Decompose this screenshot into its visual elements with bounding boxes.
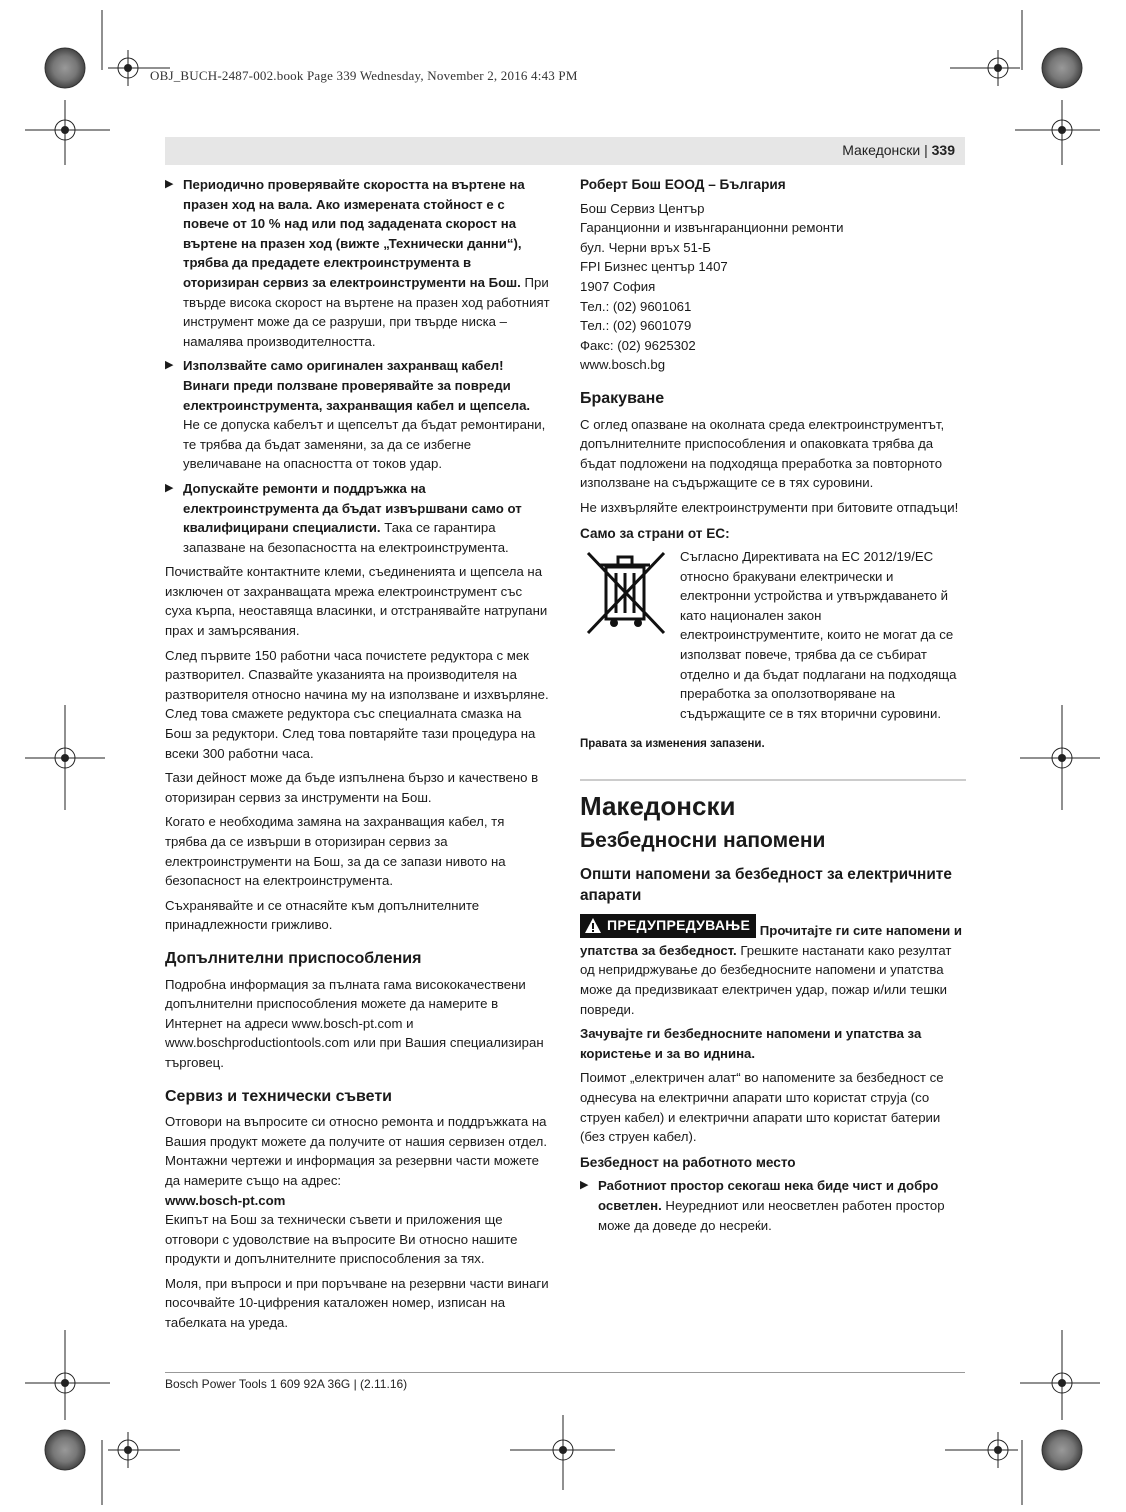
list-item (165, 356, 550, 474)
warning-label: ПРЕДУПРЕДУВАЊЕ (607, 917, 751, 934)
weee-block (580, 547, 966, 723)
paragraph: Не изхвърляйте електроинструменти при битовите отпадъци! (580, 499, 959, 515)
left-column (165, 175, 550, 1338)
paragraph: Почиствайте контактните клеми, съединенията и щепсела на изключен от захранващата мрежа електроинструмент със суха кърпа, неоставяща власинки, и отстранявайте натрупани прах и замърсявания. (165, 564, 548, 639)
bullet-icon: ▶ (165, 359, 174, 372)
section-divider (580, 779, 966, 781)
address-line: Тел.: (02) 9601079 (580, 318, 692, 334)
bullet-text: Неуредниот или неосветлен работен простор може да доведе до несреќи. (598, 1197, 945, 1233)
footer-text: Bosch Power Tools 1 609 92A 36G | (2.11.16) (165, 1377, 408, 1391)
warning-triangle-icon (584, 917, 602, 935)
crossed-bin-icon (580, 547, 672, 643)
page-header (165, 137, 965, 165)
paragraph: С оглед опазване на околната среда електроинструментът, допълнителните приспособления и опаковката трябва да бъдат подложени на подходяща преработка за повторното използване на съдържащите се в тях суровини. (580, 416, 945, 491)
paragraph: След първите 150 работни часа почистете редуктора с мек разтворител. Спазвайте указанията на производителя на разтворителя относно начина му на използване и изхвърляне. След това смажете редуктора със специалната смазка на Бош за редуктори. След това повтаряйте тази процедура на всеки 300 работни часа. (165, 647, 549, 761)
address-line: Бош Сервиз Център (580, 200, 705, 216)
bullet-bold: Работниот простор секогаш нека биде чист и добро осветлен. (598, 1178, 939, 1213)
address-line: Тел.: (02) 9601061 (580, 298, 692, 314)
heading-eu: Само за страни от ЕС: (580, 525, 730, 541)
heading-accessories: Допълнителни приспособления (165, 949, 422, 967)
rights-note: Правата за изменения запазени. (580, 738, 765, 751)
page-number: 339 (931, 142, 955, 158)
heading-safety: Безбедносни напомени (580, 828, 826, 852)
heading-macedonian: Македонски (580, 791, 736, 822)
paragraph: Подробна информация за пълната гама висококачествени допълнителни приспособления можете да намерите в Интернет на адреси www.bosch-pt.com и www.boschproductiontools.com или при Вашия специализиран търговец. (165, 976, 544, 1070)
bullet-text: Не се допуска кабелът и щепселът да бъдат ремонтирани, те трябва да бъдат заменяни, за да се избегне увеличаване на опасността от токов удар. (183, 417, 546, 472)
heading-general-safety: Општи напомени за безбедност за електричните апарати (580, 866, 952, 905)
paragraph: Моля, при въпроси и при поръчване на резервни части винаги посочвайте 10-цифрения каталожен номер, изписан на табелката на уреда. (165, 1275, 549, 1331)
company-name: Роберт Бош ЕООД – България (580, 177, 786, 192)
bullet-icon: ▶ (165, 178, 174, 190)
keep-instructions: Зачувајте ги безбедносните напомени и упатства за користење и за во иднина. (580, 1026, 922, 1061)
bullet-bold: Периодично проверявайте скоростта на въртене на празен ход на вала. Ако измерената стойност е с повече от 10 % над или под зададената скорост на въртене на празен ход (вижте „Технически данни“), трябва да предадете електроинструмента в оторизиран сервиз за електроинструменти на Бош. (183, 177, 525, 290)
list-item (165, 479, 550, 557)
address-block (580, 199, 966, 375)
paragraph: Когато е необходима замяна на захранващия кабел, тя трябва да се извърши в оторизиран сервиз за електроинструменти на Бош, за да се запази нивото на безопасност на електроинструмента. (165, 814, 506, 889)
address-line: Факс: (02) 9625302 (580, 337, 696, 353)
address-line: FPI Бизнес център 1407 (580, 259, 728, 275)
paragraph: Отговори на въпросите си относно ремонта и поддръжката на Вашия продукт можете да получите от нашия сервизен отдел. Монтажни чертежи и информация за резервни части можете да намерите също на адрес: (165, 1114, 547, 1188)
bullet-bold: Използвайте само оригинален захранващ кабел! Винаги преди ползване проверявайте за повреди електроинструмента, захранващия кабел и щепсела. (183, 358, 531, 413)
warning-paragraph (580, 914, 966, 1019)
paragraph: Екипът на Бош за технически съвети и приложения ще отговори с удоволствие на въпросите Ви относно нашите продукти и допълнителните приспособления за тях. (165, 1212, 518, 1267)
address-line: Гаранционни и извънгаранционни ремонти (580, 220, 844, 236)
paragraph: Съхранявайте и се отнасяйте към допълнителните принадлежности грижливо. (165, 897, 480, 933)
bullet-bold: Допускайте ремонти и поддръжка на електроинструмента да бъдат извършвани само от квалифицирани специалисти. (183, 480, 522, 536)
right-column (580, 175, 966, 1240)
list-item (165, 175, 550, 351)
address-line: бул. Черни връх 51-Б (580, 239, 711, 255)
heading-disposal: Бракуване (580, 389, 665, 407)
list-item (580, 1176, 966, 1235)
header-label: Македонски | 339 (842, 142, 955, 158)
print-slug: OBJ_BUCH-2487-002.book Page 339 Wednesday, November 2, 2016 4:43 PM (150, 68, 578, 83)
bullet-icon: ▶ (165, 481, 174, 494)
warning-bold: Прочитајте ги сите напомени и упатства за безбедност. (580, 923, 962, 958)
warning-badge (580, 914, 756, 938)
address-line: 1907 София (580, 278, 656, 294)
paragraph: Тази дейност може да бъде изпълнена бързо и качествено в оторизиран сервиз за инструменти на Бош. (165, 770, 539, 805)
bullet-text: Така се гарантира запазване на безопасността на електроинструмента. (183, 520, 509, 555)
service-url: www.bosch-pt.com (165, 1192, 286, 1208)
header-language: Македонски (842, 142, 921, 158)
warning-text: Грешките настанати како резултат од непридржување до безбедносните напомени и упатства може да предизвикаат електричен удар, пожар и/или тешки повреди. (580, 942, 952, 1017)
bullet-icon: ▶ (580, 1179, 589, 1192)
footer-divider (165, 1372, 965, 1373)
paragraph: Съгласно Директивата на ЕС 2012/19/ЕС относно бракувани електрически и електронни устройства и утвърждаването й като национален закон електроинструментите, които не могат да се използват повече, трябва да се събират отделно и да бъдат подлагани на подходяща преработка за оползотворяване на съдържащите се в тях вторични суровини. (680, 549, 957, 721)
bullet-text: При твърде висока скорост на въртене на празен ход работният инструмент може да се разруши, при твърде ниска – намалява производителността. (183, 274, 550, 349)
address-line: www.bosch.bg (580, 357, 666, 373)
heading-service: Сервиз и технически съвети (165, 1087, 392, 1105)
paragraph: Поимот „електричен алат“ во напомените за безбедност се однесува на електрични апарати што користат струја (со струен кабел) и електрични апарати што користат батерии (без струен кабел). (580, 1070, 944, 1145)
heading-workplace: Безбедност на работното место (580, 1154, 796, 1170)
